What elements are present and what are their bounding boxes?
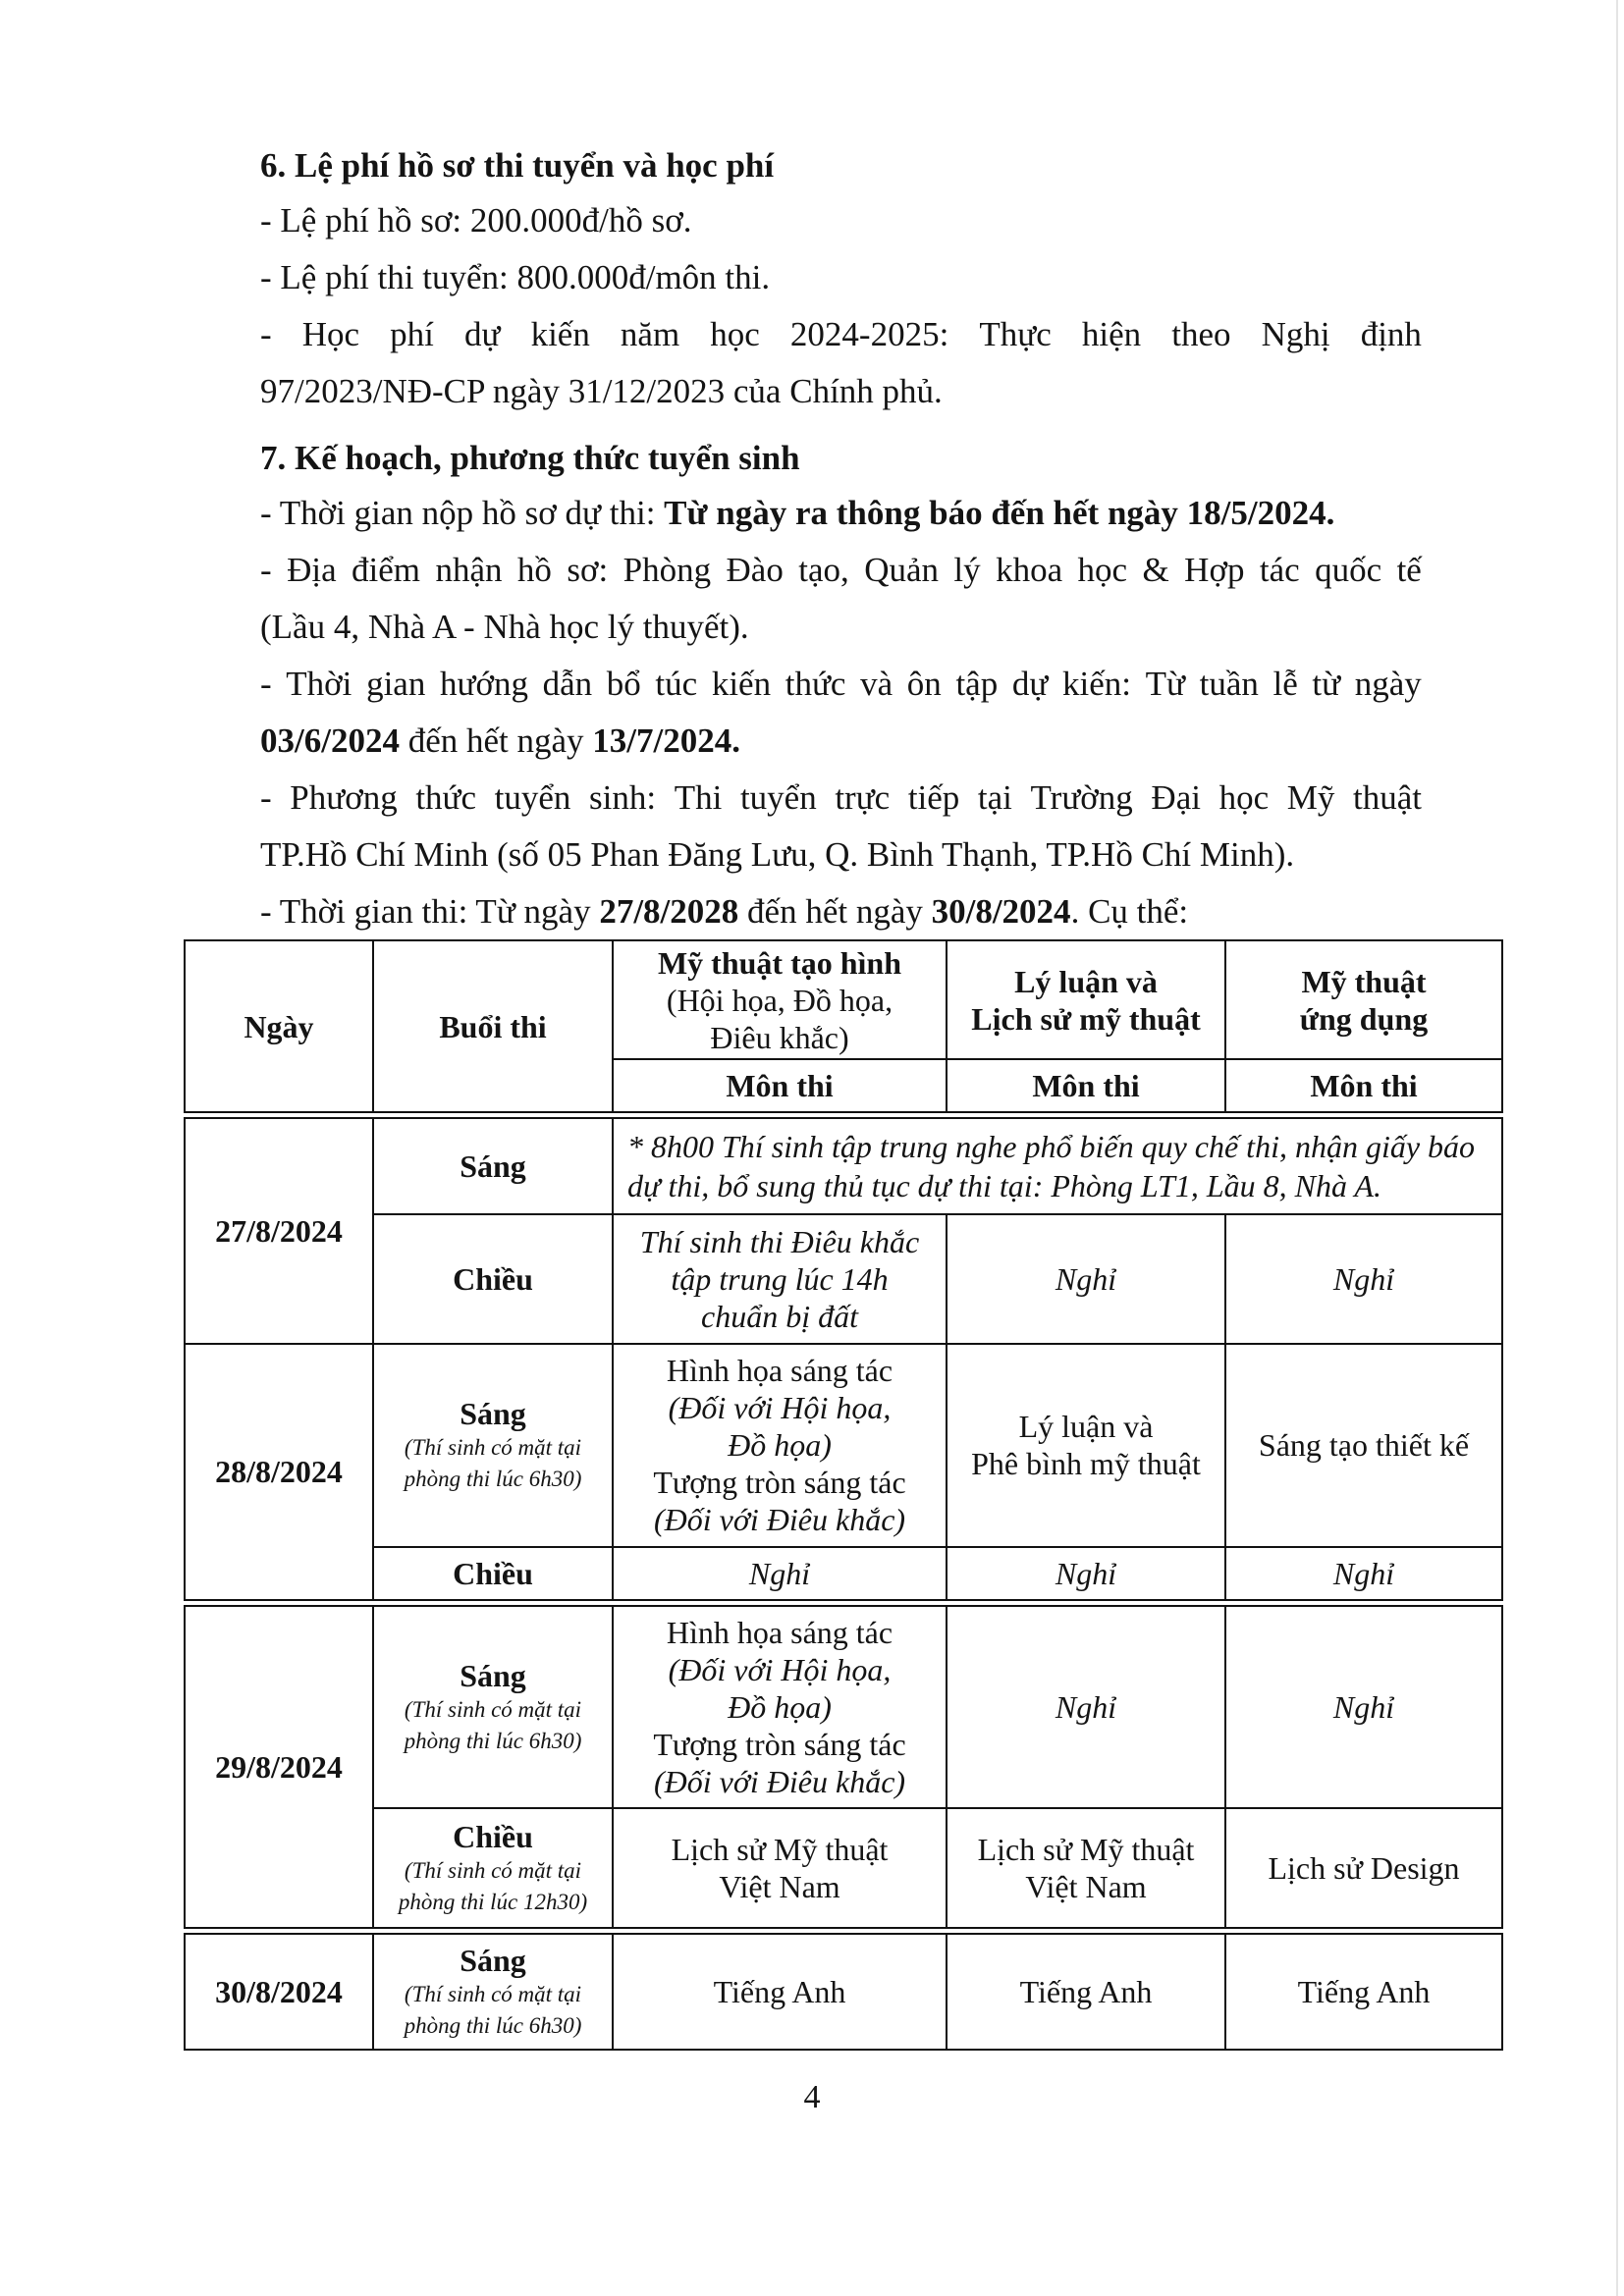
page-number: 4 bbox=[803, 2079, 821, 2115]
session-morning: Sáng (Thí sinh có mặt tại phòng thi lúc 6h30) bbox=[373, 1606, 613, 1808]
subheader-subject-2: Môn thi bbox=[947, 1059, 1225, 1112]
subheader-subject-1: Môn thi bbox=[613, 1059, 947, 1112]
table-row bbox=[185, 1214, 1502, 1344]
subject-cell: Lý luận và Phê bình mỹ thuật bbox=[947, 1344, 1225, 1546]
subject-cell: Hình họa sáng tác (Đối với Hội họa, Đồ họa) Tượng tròn sáng tác (Đối với Điêu khắc) bbox=[613, 1344, 947, 1546]
subject-cell: Hình họa sáng tác (Đối với Hội họa, Đồ họa) Tượng tròn sáng tác (Đối với Điêu khắc) bbox=[613, 1606, 947, 1808]
briefing-note: * 8h00 Thí sinh tập trung nghe phổ biến quy chế thi, nhận giấy báo dự thi, bổ sung thủ tục dự thi tại: Phòng LT1, Lầu 8, Nhà A. bbox=[613, 1118, 1502, 1214]
section-7 bbox=[260, 432, 1422, 940]
header-applied-arts: Mỹ thuật ứng dụng bbox=[1225, 940, 1502, 1059]
header-session: Buổi thi bbox=[373, 940, 613, 1112]
subject-cell: Nghỉ bbox=[947, 1606, 1225, 1808]
method-line-2: TP.Hồ Chí Minh (số 05 Phan Đăng Lưu, Q. Bình Thạnh, TP.Hồ Chí Minh). bbox=[260, 835, 1295, 874]
session-morning: Sáng (Thí sinh có mặt tại phòng thi lúc 6h30) bbox=[373, 1344, 613, 1546]
header-fine-arts: Mỹ thuật tạo hình (Hội họa, Đồ họa, Điêu khắc) bbox=[613, 940, 947, 1059]
review-line-1: - Thời gian hướng dẫn bổ túc kiến thức và ôn tập dự kiến: Từ tuần lễ từ ngày bbox=[260, 665, 1422, 703]
subject-cell: Tiếng Anh bbox=[613, 1934, 947, 2050]
table-row bbox=[185, 1934, 1502, 2050]
session-afternoon: Chiều bbox=[373, 1547, 613, 1600]
subject-cell: Nghỉ bbox=[1225, 1547, 1502, 1600]
subject-cell: Lịch sử Mỹ thuật Việt Nam bbox=[947, 1808, 1225, 1928]
subject-cell: Lịch sử Design bbox=[1225, 1808, 1502, 1928]
subheader-subject-3: Môn thi bbox=[1225, 1059, 1502, 1112]
subject-cell: Nghỉ bbox=[613, 1547, 947, 1600]
fee-line-application: - Lệ phí hồ sơ: 200.000đ/hồ sơ. bbox=[260, 201, 692, 240]
session-afternoon: Chiều bbox=[373, 1214, 613, 1344]
subject-cell: Nghỉ bbox=[947, 1547, 1225, 1600]
subject-cell: Lịch sử Mỹ thuật Việt Nam bbox=[613, 1808, 947, 1928]
session-morning: Sáng bbox=[373, 1118, 613, 1214]
subject-cell: Tiếng Anh bbox=[947, 1934, 1225, 2050]
tuition-line-1: - Học phí dự kiến năm học 2024-2025: Thực hiện theo Nghị định bbox=[260, 315, 1422, 353]
table-row bbox=[185, 1118, 1502, 1214]
table-row bbox=[185, 1344, 1502, 1546]
exam-time-line: - Thời gian thi: Từ ngày 27/8/2028 đến hết ngày 30/8/2024. Cụ thể: bbox=[260, 892, 1189, 931]
method-line-1: - Phương thức tuyển sinh: Thi tuyển trực tiếp tại Trường Đại học Mỹ thuật bbox=[260, 778, 1422, 817]
section-6 bbox=[260, 139, 1422, 420]
location-line-2: (Lầu 4, Nhà A - Nhà học lý thuyết). bbox=[260, 608, 749, 646]
date-cell-30: 30/8/2024 bbox=[185, 1934, 373, 2050]
table-row bbox=[185, 1606, 1502, 1808]
section-7-heading: 7. Kế hoạch, phương thức tuyển sinh bbox=[260, 439, 800, 477]
fee-line-exam: - Lệ phí thi tuyển: 800.000đ/môn thi. bbox=[260, 258, 771, 296]
subject-cell: Nghỉ bbox=[1225, 1606, 1502, 1808]
date-cell-27: 27/8/2024 bbox=[185, 1118, 373, 1344]
session-morning: Sáng (Thí sinh có mặt tại phòng thi lúc 6h30) bbox=[373, 1934, 613, 2050]
date-cell-29: 29/8/2024 bbox=[185, 1606, 373, 1928]
date-cell-28: 28/8/2024 bbox=[185, 1344, 373, 1599]
session-afternoon: Chiều (Thí sinh có mặt tại phòng thi lúc 12h30) bbox=[373, 1808, 613, 1928]
review-line-2: 03/6/2024 đến hết ngày 13/7/2024. bbox=[260, 721, 740, 760]
tuition-line-2: 97/2023/NĐ-CP ngày 31/12/2023 của Chính phủ. bbox=[260, 372, 943, 410]
header-theory-history: Lý luận và Lịch sử mỹ thuật bbox=[947, 940, 1225, 1059]
submission-time-line: - Thời gian nộp hồ sơ dự thi: Từ ngày ra thông báo đến hết ngày 18/5/2024. bbox=[260, 494, 1335, 532]
location-line-1: - Địa điểm nhận hồ sơ: Phòng Đào tạo, Quản lý khoa học & Hợp tác quốc tế bbox=[260, 551, 1422, 589]
table-row bbox=[185, 1808, 1502, 1928]
scan-edge-line bbox=[1616, 0, 1618, 2296]
subject-cell: Nghỉ bbox=[947, 1214, 1225, 1344]
header-date: Ngày bbox=[185, 940, 373, 1112]
subject-cell: Tiếng Anh bbox=[1225, 1934, 1502, 2050]
subject-cell: Sáng tạo thiết kế bbox=[1225, 1344, 1502, 1546]
exam-schedule-table bbox=[184, 939, 1503, 2051]
table-row bbox=[185, 1547, 1502, 1600]
subject-cell: Nghỉ bbox=[1225, 1214, 1502, 1344]
section-6-heading: 6. Lệ phí hồ sơ thi tuyển và học phí bbox=[260, 146, 775, 185]
sculpture-prep-cell: Thí sinh thi Điêu khắc tập trung lúc 14h chuẩn bị đất bbox=[613, 1214, 947, 1344]
table-header-row bbox=[185, 940, 1502, 1059]
